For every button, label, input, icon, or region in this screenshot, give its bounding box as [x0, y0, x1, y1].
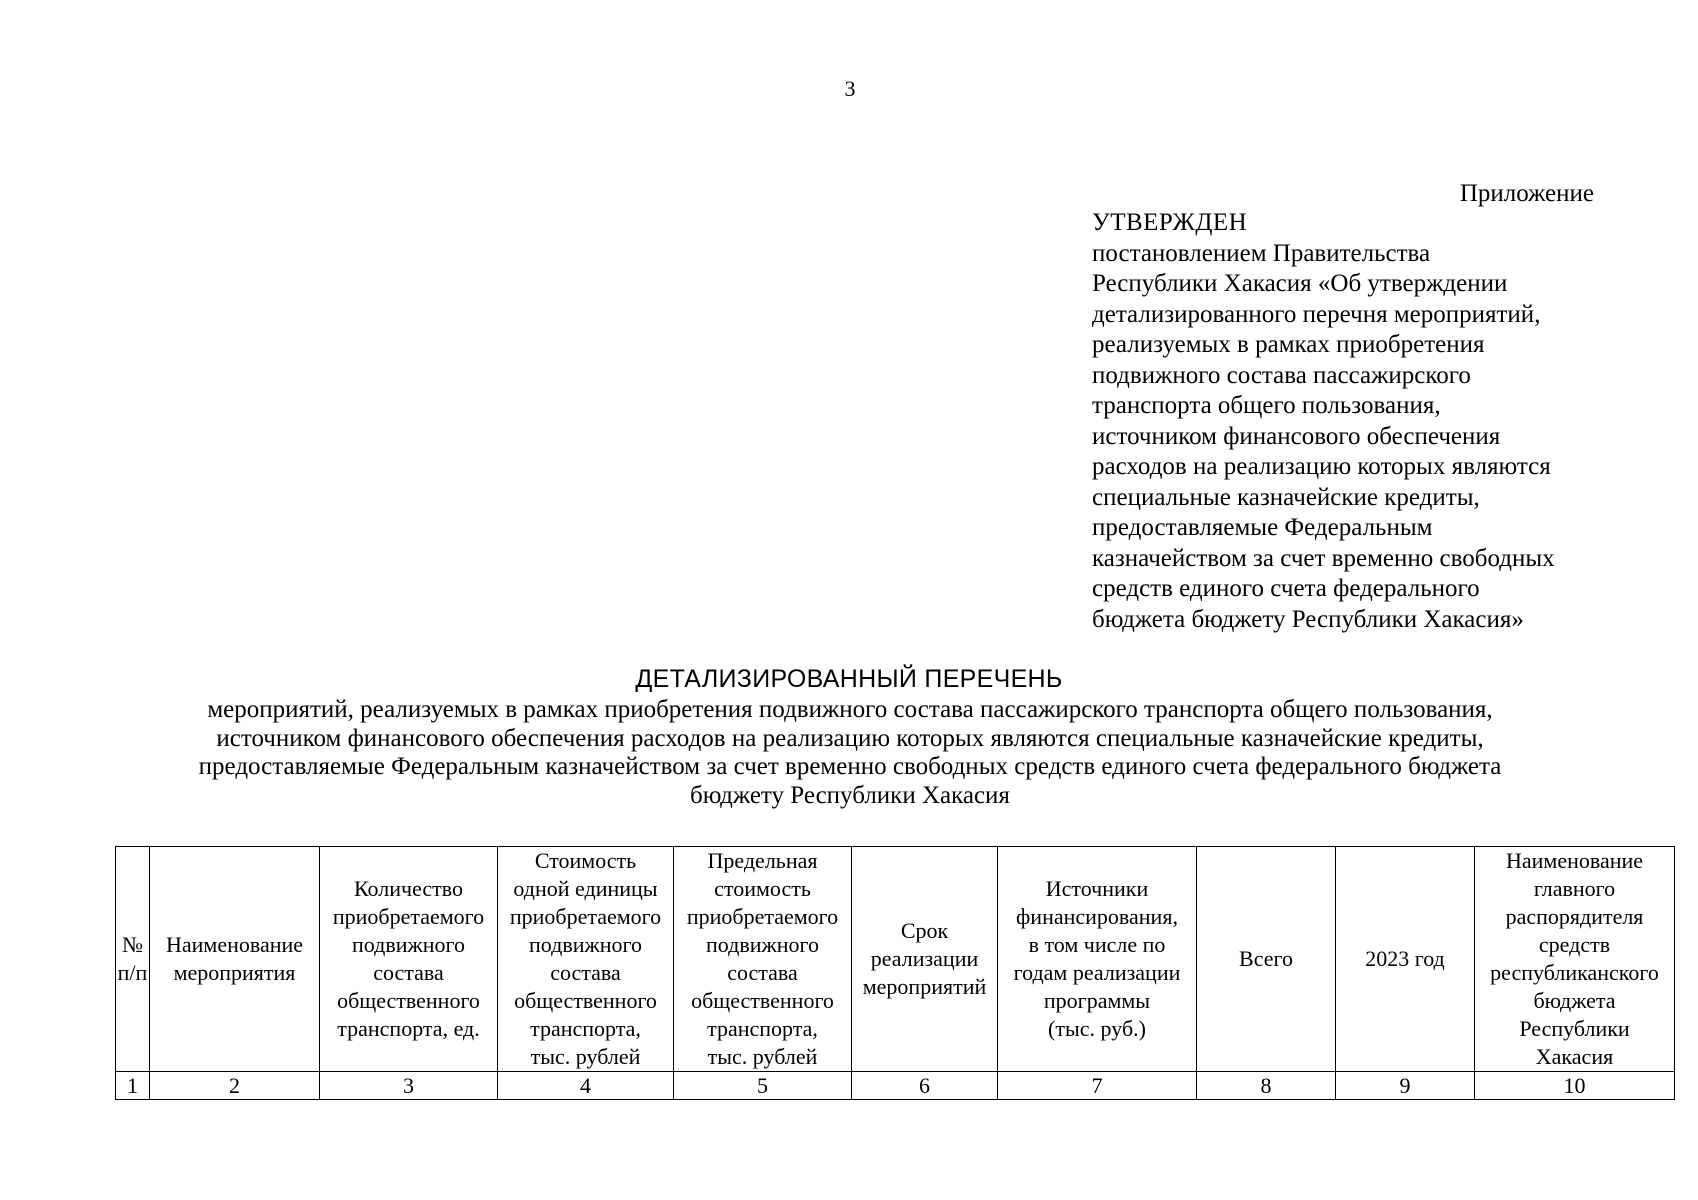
subtitle-line: источником финансового обеспечения расходов на реализацию которых являются специальные казначейские кредиты,: [216, 724, 1484, 752]
header-cell-total: Всего: [1197, 847, 1336, 1072]
approval-line: предоставляемые Федеральным: [1092, 514, 1433, 541]
header-cell-budget-manager: Наименование главного распорядителя средств республиканского бюджета Республики Хакасия: [1475, 847, 1675, 1072]
approval-line: специальные казначейские кредиты,: [1092, 483, 1480, 511]
approval-block: [1092, 208, 1612, 635]
column-number-cell: 1: [116, 1072, 150, 1100]
approval-line: постановлением Правительства: [1092, 239, 1431, 267]
appendix-label: Приложение: [1459, 180, 1594, 207]
document-subtitle: [100, 696, 1600, 810]
approval-line: источником финансового обеспечения: [1092, 422, 1501, 450]
approval-stamp-word: УТВЕРЖДЕН: [1092, 209, 1248, 236]
column-number-cell: 7: [998, 1072, 1197, 1100]
column-number-cell: 2: [150, 1072, 320, 1100]
subtitle-line: предоставляемые Федеральным казначейством за счет временно свободных средств единого счета федерального бюджета: [198, 753, 1502, 780]
approval-line: подвижного состава пассажирского: [1092, 361, 1471, 389]
header-cell-number: № п/п: [116, 847, 150, 1072]
column-number-cell: 5: [674, 1072, 852, 1100]
column-number-cell: 9: [1336, 1072, 1475, 1100]
approval-line: расходов на реализацию которых являются: [1092, 453, 1551, 480]
table-row-column-numbers: [116, 1072, 1675, 1100]
approval-line: казначейством за счет временно свободных: [1092, 544, 1555, 572]
column-number-cell: 4: [498, 1072, 674, 1100]
header-cell-unit-cost: Стоимость одной единицы приобретаемого подвижного состава общественного транспорта, тыс. рублей: [498, 847, 674, 1072]
column-number-cell: 6: [852, 1072, 998, 1100]
events-table: [115, 846, 1675, 1100]
header-cell-period: Срок реализации мероприятий: [852, 847, 998, 1072]
subtitle-line: бюджету Республики Хакасия: [690, 781, 1010, 809]
column-number-cell: 8: [1197, 1072, 1336, 1100]
header-cell-quantity: Количество приобретаемого подвижного состава общественного транспорта, ед.: [320, 847, 498, 1072]
approval-line: транспорта общего пользования,: [1092, 392, 1441, 419]
approval-line: детализированного перечня мероприятий,: [1092, 300, 1541, 328]
approval-line: бюджета бюджету Республики Хакасия»: [1092, 605, 1524, 633]
subtitle-line: мероприятий, реализуемых в рамках приобретения подвижного состава пассажирского транспорта общего пользования,: [207, 696, 1493, 723]
page-number: 3: [844, 76, 856, 101]
approval-line: Республики Хакасия «Об утверждении: [1092, 270, 1508, 297]
approval-line: реализуемых в рамках приобретения: [1092, 331, 1485, 358]
approval-line: средств единого счета федерального: [1092, 575, 1480, 602]
header-cell-funding-sources: Источники финансирования, в том числе по годам реализации программы (тыс. руб.): [998, 847, 1197, 1072]
table-header-row: [116, 847, 1675, 1072]
column-number-cell: 3: [320, 1072, 498, 1100]
column-number-cell: 10: [1475, 1072, 1675, 1100]
header-cell-event-name: Наименование мероприятия: [150, 847, 320, 1072]
header-cell-year-2023: 2023 год: [1336, 847, 1475, 1072]
document-title: ДЕТАЛИЗИРОВАННЫЙ ПЕРЕЧЕНЬ: [635, 665, 1063, 693]
header-cell-max-cost: Предельная стоимость приобретаемого подвижного состава общественного транспорта, тыс. рублей: [674, 847, 852, 1072]
